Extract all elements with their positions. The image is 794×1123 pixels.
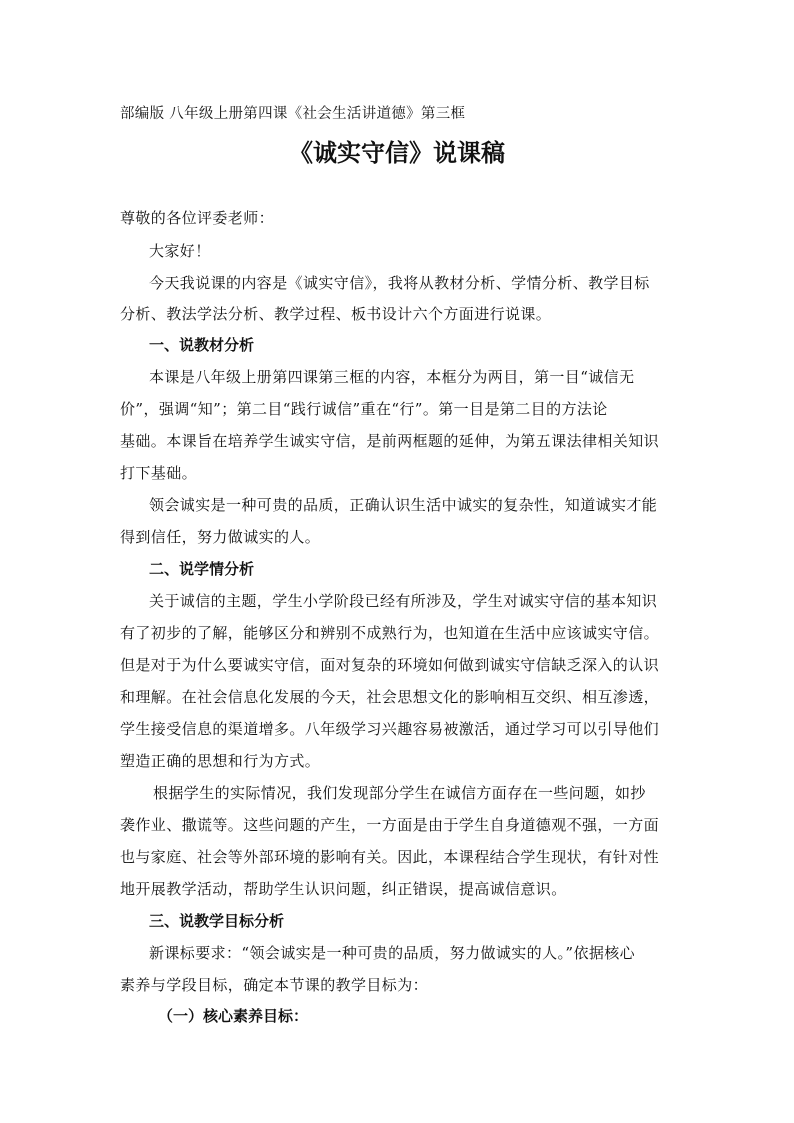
paragraph-line: 学生接受信息的渠道增多。八年级学习兴趣容易被激活，通过学习可以引导他们 [120,720,660,738]
paragraph-line: 也与家庭、社会等外部环境的影响有关。因此，本课程结合学生现状，有针对性 [120,848,660,866]
paragraph-line: 和理解。在社会信息化发展的今天，社会思想文化的影响相互交织、相互渗透， [120,688,660,706]
document-subtitle: 部编版 八年级上册第四课《社会生活讲道德》第三框 [120,106,466,122]
section-heading: 三、说教学目标分析 [149,912,285,930]
paragraph-line: 关于诚信的主题，学生小学阶段已经有所涉及，学生对诚实守信的基本知识 [149,592,658,610]
section-heading: 二、说学情分析 [149,560,255,578]
paragraph-line: 领会诚实是一种可贵的品质，正确认识生活中诚实的复杂性，知道诚实才能 [149,496,658,514]
paragraph-line: 地开展教学活动，帮助学生认识问题，纠正错误，提高诚信意识。 [120,880,567,898]
greeting: 尊敬的各位评委老师： [120,209,275,227]
hello-line: 大家好！ [149,242,211,260]
paragraph-line: 价”，强调“知”；第二目“践行诚信”重在“行”。第一目是第二目的方法论 [120,400,608,418]
paragraph-line: 有了初步的了解，能够区分和辨别不成熟行为，也知道在生活中应该诚实守信。 [120,624,660,642]
intro-line: 今天我说课的内容是《诚实守信》，我将从教材分析、学情分析、教学目标 [149,274,650,292]
paragraph-line: 塑造正确的思想和行为方式。 [120,752,321,770]
paragraph-line: 得到信任，努力做诚实的人。 [120,528,321,546]
paragraph-line: 本课是八年级上册第四课第三框的内容，本框分为两目，第一目“诚信无 [149,368,635,386]
section-heading: 一、说教材分析 [149,336,255,354]
intro-line: 分析、教法学法分析、教学过程、板书设计六个方面进行说课。 [120,305,552,323]
paragraph-line: 打下基础。 [120,464,198,482]
paragraph-line: 袭作业、撒谎等。这些问题的产生，一方面是由于学生自身道德观不强，一方面 [120,816,660,834]
paragraph-line: 新课标要求：“领会诚实是一种可贵的品质，努力做诚实的人。”依据核心 [149,944,636,962]
paragraph-line: 但是对于为什么要诚实守信，面对复杂的环境如何做到诚实守信缺乏深入的认识 [120,656,660,674]
paragraph-line: 根据学生的实际情况，我们发现部分学生在诚信方面存在一些问题，如抄 [153,784,646,802]
paragraph-line: 素养与学段目标，确定本节课的教学目标为： [120,976,429,994]
document-title: 《诚实守信》说课稿 [289,139,505,167]
subsection-heading: （一）核心素养目标： [158,1007,309,1025]
paragraph-line: 基础。本课旨在培养学生诚实守信，是前两框题的延伸，为第五课法律相关知识 [120,432,660,450]
